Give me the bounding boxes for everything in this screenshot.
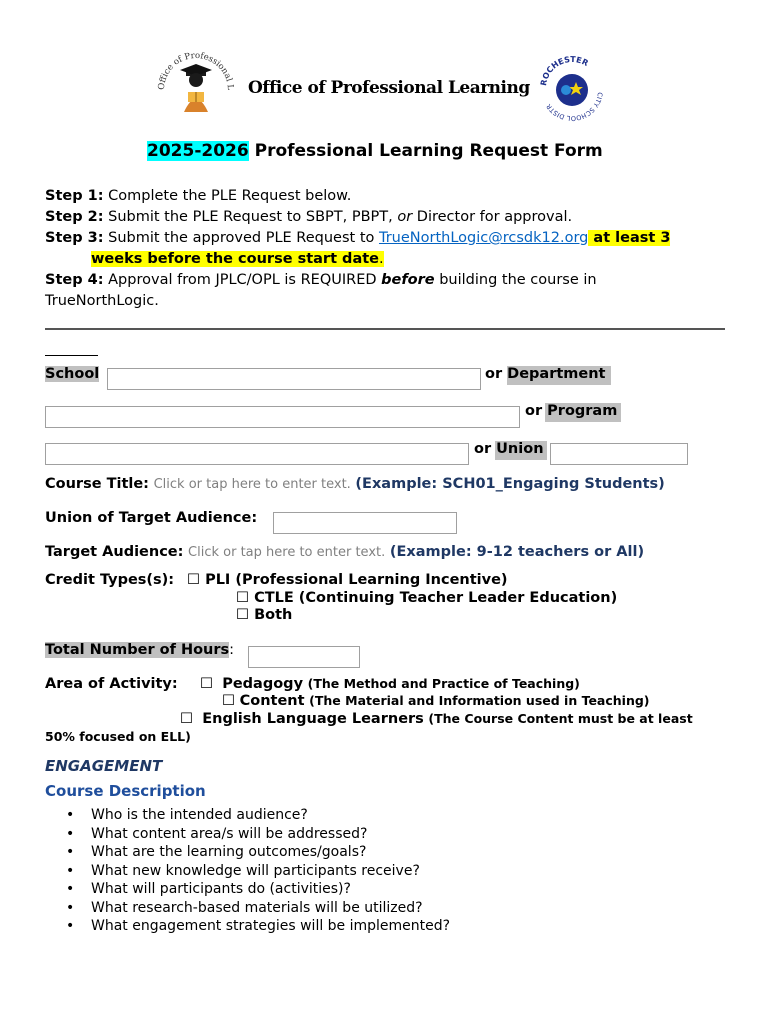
- total-hours-input[interactable]: [248, 646, 360, 668]
- credit-pli-label: PLI (Professional Learning Incentive): [205, 572, 508, 588]
- course-title-row: [45, 476, 665, 492]
- rcsd-logo-bottom-text: CITY SCHOOL DISTR: [544, 91, 605, 123]
- total-hours-label: Total Number of Hours: [45, 642, 230, 658]
- step-4-before: before: [381, 272, 435, 288]
- credit-pli-option[interactable]: [187, 572, 508, 588]
- union-target-input[interactable]: [273, 512, 457, 534]
- step-2-label: Step 2:: [45, 209, 104, 225]
- step-3: [45, 228, 725, 249]
- union-target-label: Union of Target Audience:: [45, 510, 258, 526]
- list-item: • What content area/s will be addressed?: [66, 825, 450, 844]
- credit-types-label: Credit Types(s):: [45, 572, 175, 588]
- total-hours-colon: :: [229, 642, 235, 658]
- rcsd-logo: [536, 52, 608, 124]
- target-audience-input[interactable]: Click or tap here to enter text.: [188, 545, 386, 560]
- step-2-or: or: [397, 209, 413, 225]
- opl-logo: [150, 40, 242, 132]
- step-3-highlight-2: weeks before the course start date: [91, 251, 379, 267]
- short-rule: [45, 355, 98, 356]
- area-pedagogy-checkbox[interactable]: ☐: [200, 676, 213, 692]
- steps-block: [45, 186, 725, 312]
- area-pedagogy-label: Pedagogy: [222, 676, 304, 692]
- area-ell-checkbox[interactable]: ☐: [180, 711, 193, 727]
- section-divider: [45, 328, 725, 330]
- list-item: • What will participants do (activities)?: [66, 880, 450, 899]
- area-ell-option[interactable]: [180, 711, 693, 727]
- step-3-label: Step 3:: [45, 230, 104, 246]
- target-audience-label: Target Audience:: [45, 544, 184, 560]
- course-title-input[interactable]: Click or tap here to enter text.: [153, 477, 351, 492]
- program-input[interactable]: [45, 443, 469, 465]
- step-1: [45, 186, 725, 207]
- form-title-year: 2025-2026: [147, 141, 249, 161]
- area-label: Area of Activity:: [45, 676, 178, 692]
- list-item: • What are the learning outcomes/goals?: [66, 843, 450, 862]
- engagement-heading: ENGAGEMENT: [45, 757, 163, 775]
- list-item: • Who is the intended audience?: [66, 806, 450, 825]
- step-2: [45, 207, 725, 228]
- department-input[interactable]: [45, 406, 520, 428]
- course-description-heading: Course Description: [45, 782, 206, 800]
- target-audience-row: [45, 544, 644, 560]
- rcsd-logo-top-text: ROCHESTER: [539, 54, 590, 87]
- credit-ctle-checkbox[interactable]: ☐: [236, 590, 249, 606]
- target-audience-example: (Example: 9-12 teachers or All): [389, 544, 645, 560]
- step-4-label: Step 4:: [45, 272, 104, 288]
- area-pedagogy-note: (The Method and Practice of Teaching): [307, 676, 580, 691]
- step-1-label: Step 1:: [45, 188, 104, 204]
- opl-logo-graphic: [150, 40, 242, 132]
- course-title-label: Course Title:: [45, 476, 149, 492]
- step-2-text2: Director for approval.: [412, 209, 573, 225]
- list-item: • What research-based materials will be utilized?: [66, 899, 450, 918]
- form-title: [147, 141, 603, 161]
- school-input[interactable]: [107, 368, 481, 390]
- area-content-note: (The Material and Information used in Teaching): [309, 693, 650, 708]
- step-3-cont: [45, 249, 725, 270]
- union-input[interactable]: [550, 443, 688, 465]
- step-3-text: Submit the approved PLE Request to: [103, 230, 379, 246]
- area-content-checkbox[interactable]: ☐: [222, 693, 235, 709]
- list-item: • What engagement strategies will be implemented?: [66, 917, 450, 936]
- program-label: or Program: [525, 403, 618, 419]
- credit-both-label: Both: [254, 607, 293, 623]
- step-2-text: Submit the PLE Request to SBPT, PBPT,: [103, 209, 398, 225]
- total-hours-row: [45, 642, 234, 658]
- course-title-example: (Example: SCH01_Engaging Students): [355, 476, 665, 492]
- truenorthlogic-email-link[interactable]: TrueNorthLogic@rcsdk12.org: [378, 230, 589, 246]
- step-1-text: Complete the PLE Request below.: [103, 188, 352, 204]
- area-pedagogy-option[interactable]: [200, 676, 580, 692]
- area-content-label: Content: [239, 693, 305, 709]
- union-label: or Union: [474, 441, 544, 457]
- step-4: [45, 270, 725, 291]
- credit-both-checkbox[interactable]: ☐: [236, 607, 249, 623]
- list-item: • What new knowledge will participants receive?: [66, 862, 450, 881]
- step-4-text: Approval from JPLC/OPL is REQUIRED: [103, 272, 382, 288]
- area-content-option[interactable]: [222, 693, 650, 709]
- credit-ctle-label: CTLE (Continuing Teacher Leader Education): [254, 590, 618, 606]
- credit-pli-checkbox[interactable]: ☐: [187, 572, 200, 588]
- credit-ctle-option[interactable]: [236, 590, 617, 606]
- area-ell-note-cont: 50% focused on ELL): [45, 729, 191, 744]
- rcsd-logo-graphic: [536, 52, 608, 124]
- course-description-list: [66, 806, 450, 936]
- step-3-highlight-1: at least 3: [588, 230, 671, 246]
- department-label: [485, 366, 605, 382]
- opl-logo-arc-text: Office of Professional L: [156, 50, 236, 91]
- step-3-period: .: [379, 251, 384, 267]
- step-4-text2: building the course in: [434, 272, 597, 288]
- credit-both-option[interactable]: [236, 607, 292, 623]
- form-title-text: Professional Learning Request Form: [248, 141, 603, 161]
- area-ell-label: English Language Learners: [202, 711, 424, 727]
- header-title: Office of Professional Learning: [248, 78, 530, 98]
- department-label-text: or Department: [485, 366, 606, 382]
- step-4-text3: TrueNorthLogic.: [45, 293, 159, 309]
- area-ell-note: (The Course Content must be at least: [428, 711, 693, 726]
- school-label: School: [45, 366, 100, 382]
